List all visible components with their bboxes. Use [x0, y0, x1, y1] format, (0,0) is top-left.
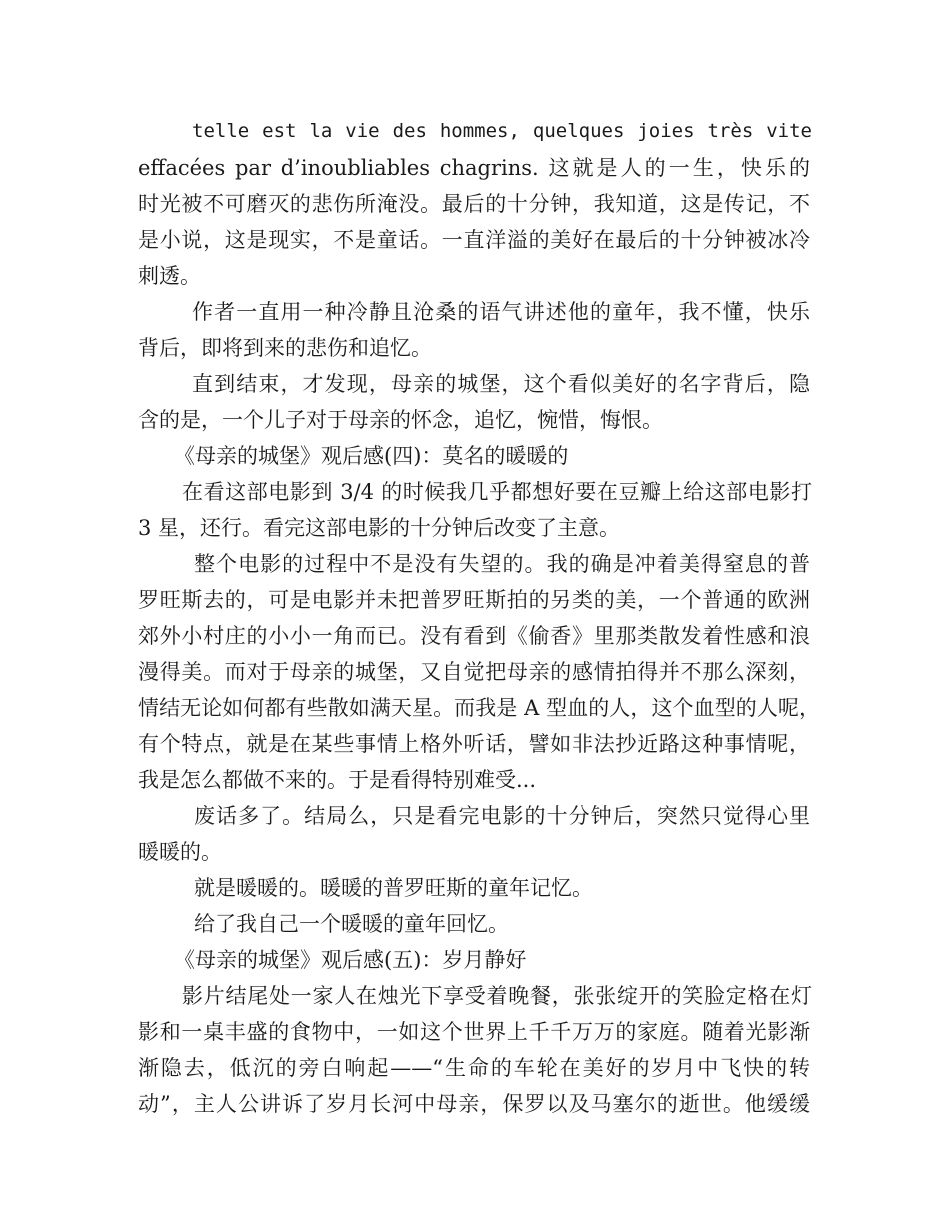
- text-line: effacées par d’inoubliables chagrins. 这就是人的一生，快乐的: [138, 156, 810, 180]
- text-line: 直到结束，才发现，母亲的城堡，这个看似美好的名字背后，隐: [192, 372, 810, 396]
- text-line: 作者一直用一种冷静且沧桑的语气讲述他的童年，我不懂，快乐: [192, 300, 810, 324]
- text-line: 渐隐去，低沉的旁白响起——“生命的车轮在美好的岁月中飞快的转: [138, 1056, 810, 1080]
- text-line: telle est la vie des hommes, quelques joies très vite: [192, 120, 812, 142]
- text-line: 含的是，一个儿子对于母亲的怀念，追忆，惋惜，悔恨。: [138, 408, 663, 432]
- text-line: 背后，即将到来的悲伤和追忆。: [138, 336, 432, 360]
- text-line: 郊外小村庄的小小一角而已。没有看到《偷香》里那类散发着性感和浪: [138, 624, 810, 648]
- text-line: 影片结尾处一家人在烛光下享受着晚餐，张张绽开的笑脸定格在灯: [182, 984, 812, 1008]
- text-line: 情结无论如何都有些散如满天星。而我是 A 型血的人，这个血型的人呢，: [138, 696, 820, 720]
- text-line: 是小说，这是现实，不是童话。一直洋溢的美好在最后的十分钟被冰冷: [138, 228, 810, 252]
- text-line: 影和一桌丰盛的食物中，一如这个世界上千千万万的家庭。随着光影渐: [138, 1020, 810, 1044]
- text-line: 就是暖暖的。暖暖的普罗旺斯的童年记忆。: [194, 876, 593, 900]
- text-line: 罗旺斯去的，可是电影并未把普罗旺斯拍的另类的美，一个普通的欧洲: [138, 588, 810, 612]
- section-heading: 《母亲的城堡》观后感(四)：莫名的暖暖的: [174, 444, 569, 468]
- text-line: 时光被不可磨灭的悲伤所淹没。最后的十分钟，我知道，这是传记，不: [138, 192, 810, 216]
- section-heading: 《母亲的城堡》观后感(五)：岁月静好: [174, 948, 527, 972]
- text-line: 我是怎么都做不来的。于是看得特别难受...: [138, 768, 537, 792]
- text-line: 3 星，还行。看完这部电影的十分钟后改变了主意。: [138, 516, 621, 540]
- text-line: 动”，主人公讲诉了岁月长河中母亲，保罗以及马塞尔的逝世。他缓缓: [138, 1092, 810, 1116]
- text-line: 给了我自己一个暖暖的童年回忆。: [194, 912, 509, 936]
- text-line: 暖暖的。: [138, 840, 222, 864]
- text-line: 有个特点，就是在某些事情上格外听话，譬如非法抄近路这种事情呢，: [138, 732, 810, 756]
- text-line: 漫得美。而对于母亲的城堡，又自觉把母亲的感情拍得并不那么深刻，: [138, 660, 810, 684]
- text-line: 在看这部电影到 3/4 的时候我几乎都想好要在豆瓣上给这部电影打: [182, 480, 812, 504]
- text-line: 废话多了。结局么，只是看完电影的十分钟后，突然只觉得心里: [194, 804, 810, 828]
- text-line: 整个电影的过程中不是没有失望的。我的确是冲着美得窒息的普: [194, 552, 810, 576]
- text-line: 刺透。: [138, 264, 201, 288]
